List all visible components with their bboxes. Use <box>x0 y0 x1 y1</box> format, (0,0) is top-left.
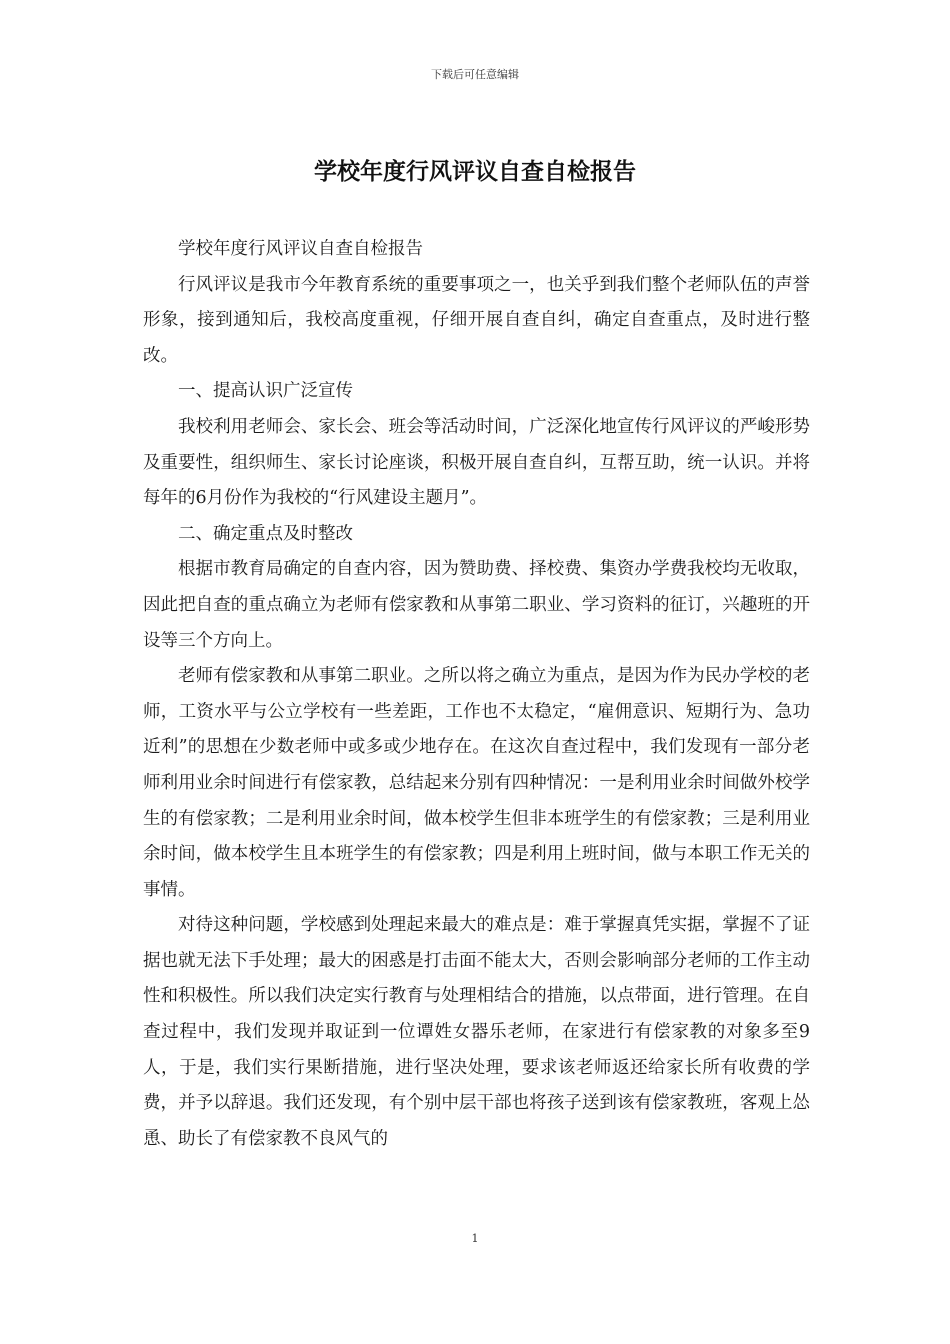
paragraph-paid-tutoring: 老师有偿家教和从事第二职业。之所以将之确立为重点，是因为作为民办学校的老师，工资水平与公立学校有一些差距，工作也不太稳定，“雇佣意识、短期行为、急功近利”的思想在少数老师中或多或少地存在。在这次自查过程中，我们发现有一部分老师利用业余时间进行有偿家教，总结起来分别有四种情况：一是利用业余时间做外校学生的有偿家教；二是利用业余时间，做本校学生但非本班学生的有偿家教；三是利用业余时间，做本校学生且本班学生的有偿家教；四是利用上班时间，做与本职工作无关的事情。 <box>143 666 810 900</box>
paragraph-intro: 行风评议是我市今年教育系统的重要事项之一，也关乎到我们整个老师队伍的声誉形象，接到通知后，我校高度重视，仔细开展自查自纠，确定自查重点，及时进行整改。 <box>143 274 810 366</box>
document-body <box>143 232 810 1157</box>
document-title: 学校年度行风评议自查自检报告 <box>314 158 636 185</box>
section-heading-1: 一、提高认识广泛宣传 <box>178 381 353 402</box>
paragraph-handling: 对待这种问题，学校感到处理起来最大的难点是：难于掌握真凭实据，掌握不了证据也就无法下手处理；最大的困惑是打击面不能太大，否则会影响部分老师的工作主动性和积极性。所以我们决定实行教育与处理相结合的措施，以点带面，进行管理。在自查过程中，我们发现并取证到一位谭姓女器乐老师，在家进行有偿家教的对象多至9人，于是，我们实行果断措施，进行坚决处理，要求该老师返还给家长所有收费的学费，并予以辞退。我们还发现，有个别中层干部也将孩子送到该有偿家教班，客观上怂恿、助长了有偿家教不良风气的 <box>143 915 810 1149</box>
paragraph-subtitle: 学校年度行风评议自查自检报告 <box>178 239 423 259</box>
paragraph-publicity: 我校利用老师会、家长会、班会等活动时间，广泛深化地宣传行风评议的严峻形势及重要性，组织师生、家长讨论座谈，积极开展自查自纠，互帮互助，统一认识。并将每年的6月份作为我校的“行风建设主题月”。 <box>143 416 810 509</box>
section-heading-2: 二、确定重点及时整改 <box>178 523 353 544</box>
page-header-note: 下载后可任意编辑 <box>431 68 519 81</box>
page-number: 1 <box>471 1232 479 1245</box>
paragraph-focus: 根据市教育局确定的自查内容，因为赞助费、择校费、集资办学费我校均无收取，因此把自查的重点确立为老师有偿家教和从事第二职业、学习资料的征订，兴趣班的开设等三个方向上。 <box>143 559 810 651</box>
